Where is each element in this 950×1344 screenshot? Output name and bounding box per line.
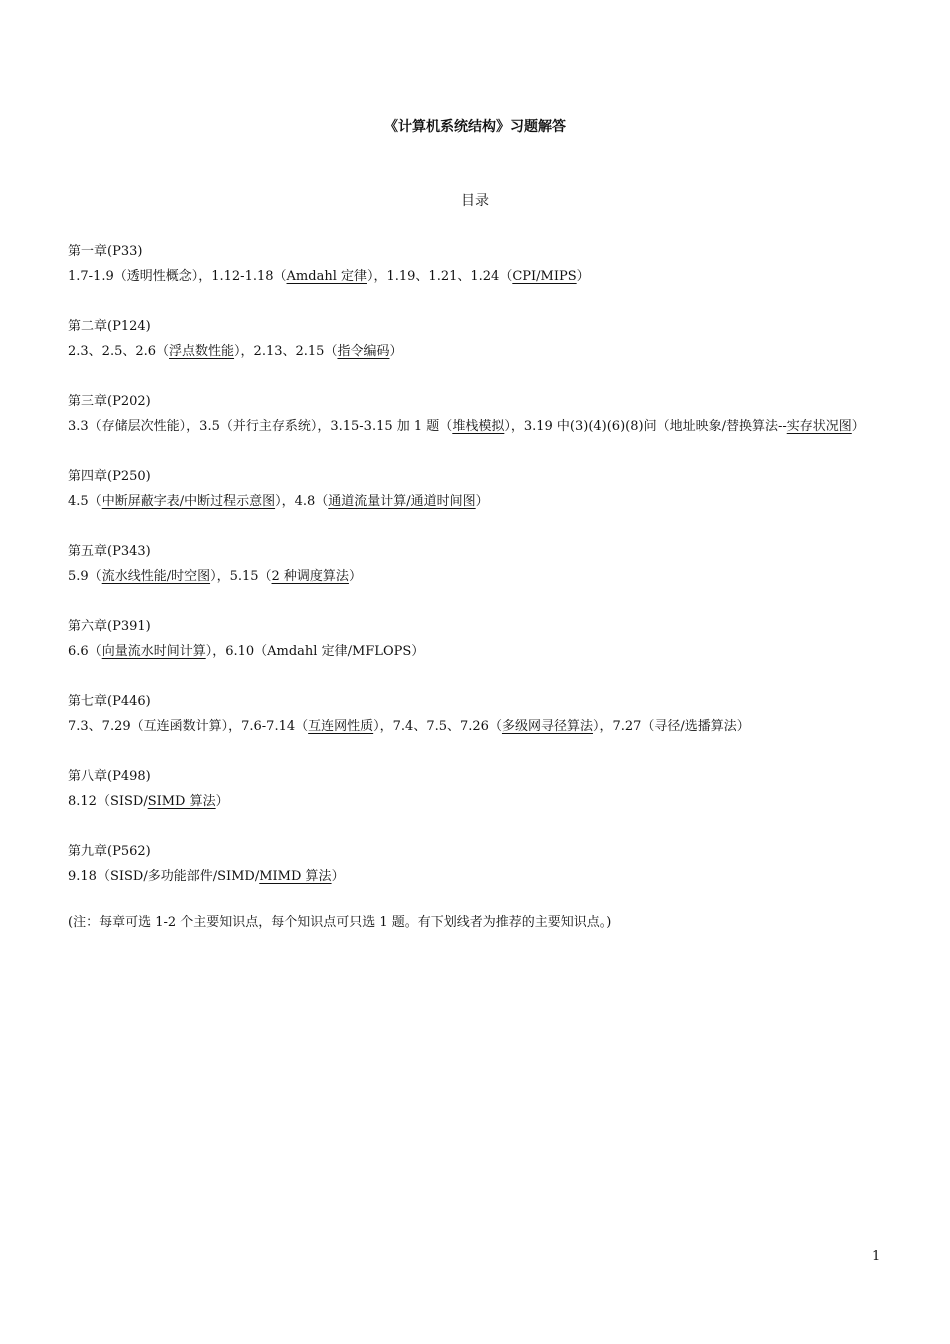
exercise-text: ），2.13、2.15（ [234,344,338,359]
chapter-exercises [68,564,888,589]
exercise-text: 2.3、2.5、2.6（ [68,344,170,359]
chapter-exercises [68,414,888,439]
chapter-entry [68,539,888,589]
exercise-text: 9.18（SISD/多功能部件/SIMD/ [68,869,260,884]
chapter-title: 第五章(P343) [68,544,151,559]
key-topic: MIMD 算法 [259,869,332,884]
page-number: 1 [872,1249,881,1264]
key-topic: 中断屏蔽字表/中断过程示意图 [101,494,276,509]
key-topic: CPI/MIPS [512,269,577,284]
exercise-text: ） [576,269,590,284]
chapter-title: 第四章(P250) [68,469,151,484]
exercise-text: ） [331,869,345,884]
chapter-exercises [68,639,888,664]
exercise-text: ），5.15（ [210,569,272,584]
exercise-text: ），7.4、7.5、7.26（ [373,719,502,734]
chapter-entry [68,464,888,514]
exercise-text: 4.5（ [68,494,102,509]
key-topic: 向量流水时间计算 [101,644,206,659]
exercise-text: ） [348,569,362,584]
exercise-text: ），4.8（ [275,494,329,509]
exercise-text: 7.3、7.29（互连函数计算），7.6-7.14（ [68,719,309,734]
key-topic: 流水线性能/时空图 [101,569,211,584]
chapter-title: 第三章(P202) [68,394,151,409]
chapter-title: 第一章(P33) [68,244,143,259]
chapter-list [68,239,888,889]
chapter-exercises [68,789,888,814]
exercise-text: ） [851,419,865,434]
key-topic: 互连网性质 [308,719,374,734]
chapter-entry [68,839,888,889]
toc-content [68,239,888,935]
chapter-title: 第六章(P391) [68,619,151,634]
chapter-exercises [68,714,888,739]
key-topic: 通道流量计算/通道时间图 [328,494,476,509]
chapter-entry [68,389,888,439]
key-topic: 多级网寻径算法 [501,719,593,734]
page-title: 《计算机系统结构》习题解答 [384,119,566,135]
toc-heading: 目录 [461,193,489,209]
exercise-text: 8.12（SISD/ [68,794,148,809]
key-topic: 堆栈模拟 [452,419,505,434]
exercise-text: ），7.27（寻径/选播算法） [592,719,750,734]
exercise-text: 3.3（存储层次性能），3.5（并行主存系统），3.15-3.15 加 1 题（ [68,419,453,434]
exercise-text: 6.6（ [68,644,102,659]
exercise-text: ），6.10（Amdahl 定律/MFLOPS） [205,644,425,659]
chapter-exercises [68,864,888,889]
exercise-text: ） [475,494,489,509]
chapter-entry [68,314,888,364]
chapter-entry [68,614,888,664]
exercise-text: ） [215,794,229,809]
chapter-title: 第九章(P562) [68,844,151,859]
key-topic: Amdahl 定律 [286,269,367,284]
chapter-title: 第八章(P498) [68,769,151,784]
exercise-text: 1.7-1.9（透明性概念），1.12-1.18（ [68,269,287,284]
chapter-exercises [68,264,888,289]
chapter-entry [68,239,888,289]
key-topic: 实存状况图 [786,419,852,434]
exercise-text: ） [389,344,403,359]
key-topic: 2 种调度算法 [271,569,349,584]
key-topic: 浮点数性能 [169,344,235,359]
chapter-title: 第二章(P124) [68,319,151,334]
chapter-title: 第七章(P446) [68,694,151,709]
chapter-entry [68,689,888,739]
key-topic: SIMD 算法 [147,794,216,809]
chapter-entry [68,764,888,814]
chapter-exercises [68,489,888,514]
exercise-text: ），3.19 中(3)(4)(6)(8)问（地址映象/替换算法-- [504,419,787,434]
key-topic: 指令编码 [337,344,390,359]
exercise-text: ），1.19、1.21、1.24（ [366,269,513,284]
exercise-text: 5.9（ [68,569,102,584]
footnote: (注：每章可选 1-2 个主要知识点，每个知识点可只选 1 题。有下划线者为推荐的主要知识点。) [68,915,612,930]
chapter-exercises [68,339,888,364]
